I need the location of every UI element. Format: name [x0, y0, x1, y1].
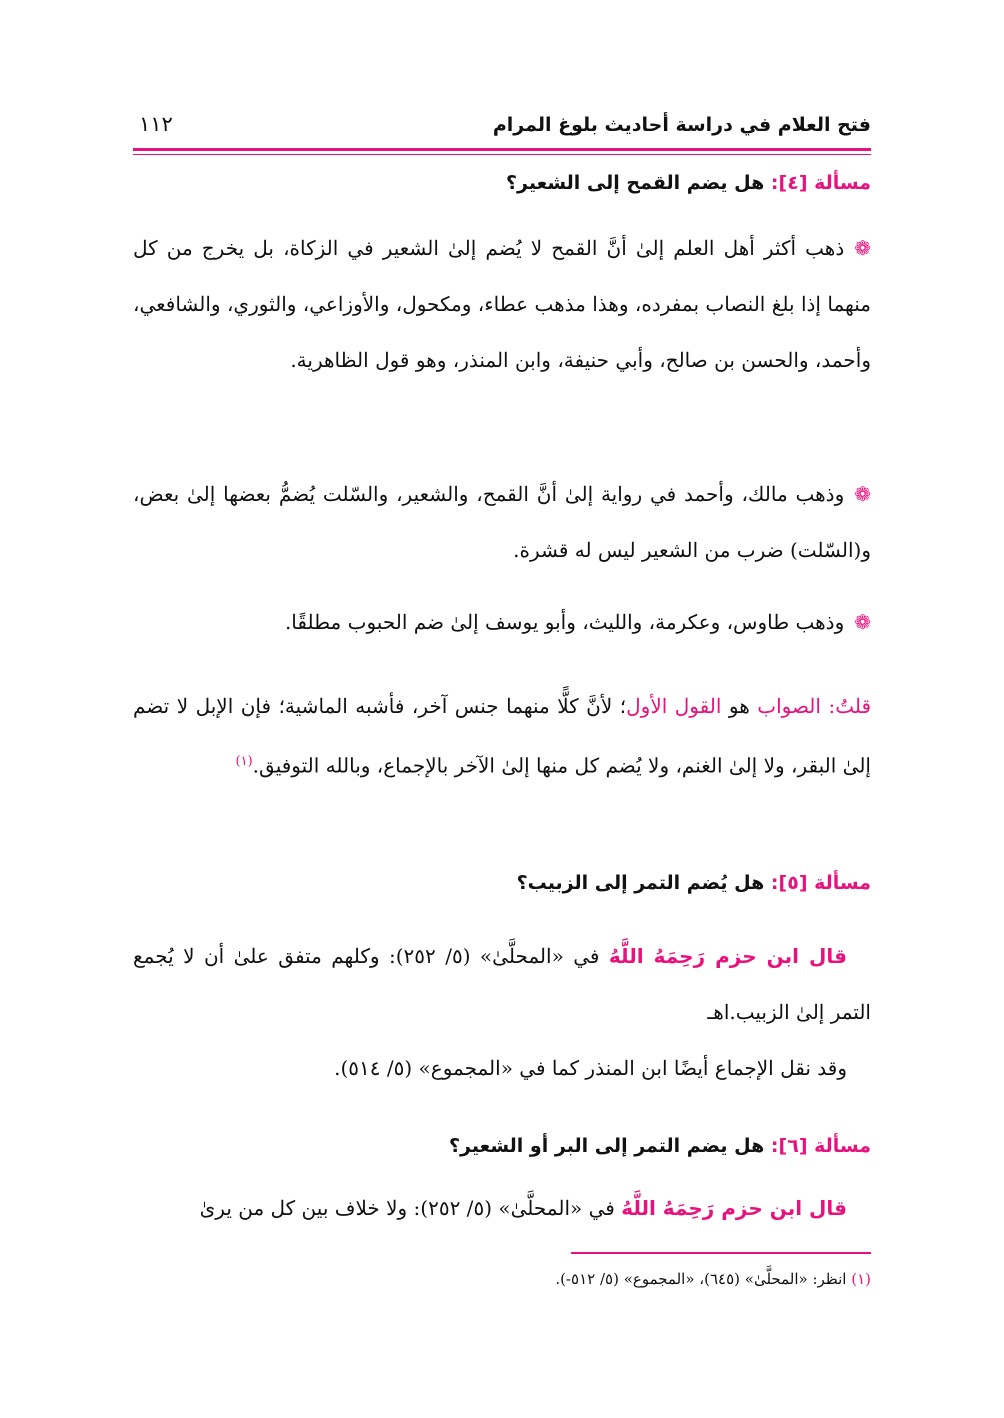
huwa-word: هو — [728, 694, 750, 718]
q4-paragraph-4 — [133, 678, 871, 794]
question-4-text: هل يضم القمح إلى الشعير؟ — [506, 172, 765, 194]
footnote — [133, 1270, 871, 1288]
page — [133, 0, 871, 1418]
footnote-text: انظر: «المحلَّىٰ» (٦٤٥)، «المجموع» (٥/ ٥١٢-). — [555, 1270, 847, 1288]
q4-paragraph-3 — [133, 594, 871, 650]
question-4-heading — [133, 172, 871, 194]
running-header — [133, 112, 871, 142]
footnote-number: (١) — [851, 1270, 871, 1288]
question-6-heading — [133, 1135, 871, 1157]
q4-paragraph-1 — [133, 220, 871, 388]
page-number: ١١٢ — [139, 112, 173, 136]
q5-p1-text: في «المحلَّىٰ» (٥/ ٢٥٢): وكلهم متفق علىٰ أن لا يُجمع التمر إلىٰ الزبيب.اهـ — [133, 944, 871, 1024]
q4-p4-text: ؛ لأنَّ كلًّا منهما جنس آخر، فأشبه الماشية؛ فإن الإبل لا تضم إلىٰ البقر، ولا إلىٰ الغنم، ولا يُضم كل منها إلىٰ الآخر بالإجماع، وبالله التوفيق. — [133, 694, 871, 778]
question-5-text: هل يُضم التمر إلى الزبيب؟ — [516, 872, 765, 894]
flower-bullet-icon: ❁ — [854, 610, 871, 634]
header-rule-thick — [133, 148, 871, 151]
q5-paragraph-2 — [133, 1040, 871, 1096]
q4-p3-text: وذهب طاوس، وعكرمة، والليث، وأبو يوسف إلىٰ ضم الحبوب مطلقًا. — [284, 610, 845, 634]
q6-p1-text: في «المحلَّىٰ» (٥/ ٢٥٢): ولا خلاف بين كل من يرىٰ — [199, 1196, 615, 1220]
qult-word: قلتُ: — [828, 694, 872, 718]
question-5-heading — [133, 872, 871, 894]
first-opinion: القول الأول — [626, 694, 722, 718]
q6-paragraph-1 — [133, 1180, 871, 1236]
question-6-text: هل يضم التمر إلى البر أو الشعير؟ — [449, 1135, 765, 1157]
book-title: فتح العلام في دراسة أحاديث بلوغ المرام — [492, 114, 871, 136]
q4-paragraph-2 — [133, 466, 871, 578]
flower-bullet-icon: ❁ — [854, 482, 871, 506]
q6-speaker: قال ابن حزم رَحِمَهُ اللَّهُ — [621, 1196, 847, 1220]
question-4-label: مسألة [٤]: — [770, 172, 871, 194]
sawab-word: الصواب — [757, 694, 821, 718]
q5-paragraph-1 — [133, 928, 871, 1040]
footnote-rule — [571, 1252, 871, 1254]
q5-speaker: قال ابن حزم رَحِمَهُ اللَّهُ — [608, 944, 848, 968]
question-6-label: مسألة [٦]: — [770, 1135, 871, 1157]
q4-p1-text: ذهب أكثر أهل العلم إلىٰ أنَّ القمح لا يُضم إلىٰ الشعير في الزكاة، بل يخرج من كل منهما إذا بلغ النصاب بمفرده، وهذا مذهب عطاء، ومكحول، والأوزاعي، والثوري، والشافعي، وأحمد، والحسن بن صالح، وأبي حنيفة، وابن المنذر، وهو قول الظاهرية. — [133, 236, 871, 372]
q5-p2-text: وقد نقل الإجماع أيضًا ابن المنذر كما في «المجموع» (٥/ ٥١٤). — [334, 1056, 847, 1080]
header-rule-thin — [133, 154, 871, 155]
flower-bullet-icon: ❁ — [854, 236, 871, 260]
q4-p2-text: وذهب مالك، وأحمد في رواية إلىٰ أنَّ القمح، والشعير، والسّلت يُضمُّ بعضها إلىٰ بعض، و(السّلت) ضرب من الشعير ليس له قشرة. — [133, 482, 871, 562]
question-5-label: مسألة [٥]: — [770, 872, 871, 894]
footnote-marker[interactable]: (١) — [235, 754, 253, 769]
